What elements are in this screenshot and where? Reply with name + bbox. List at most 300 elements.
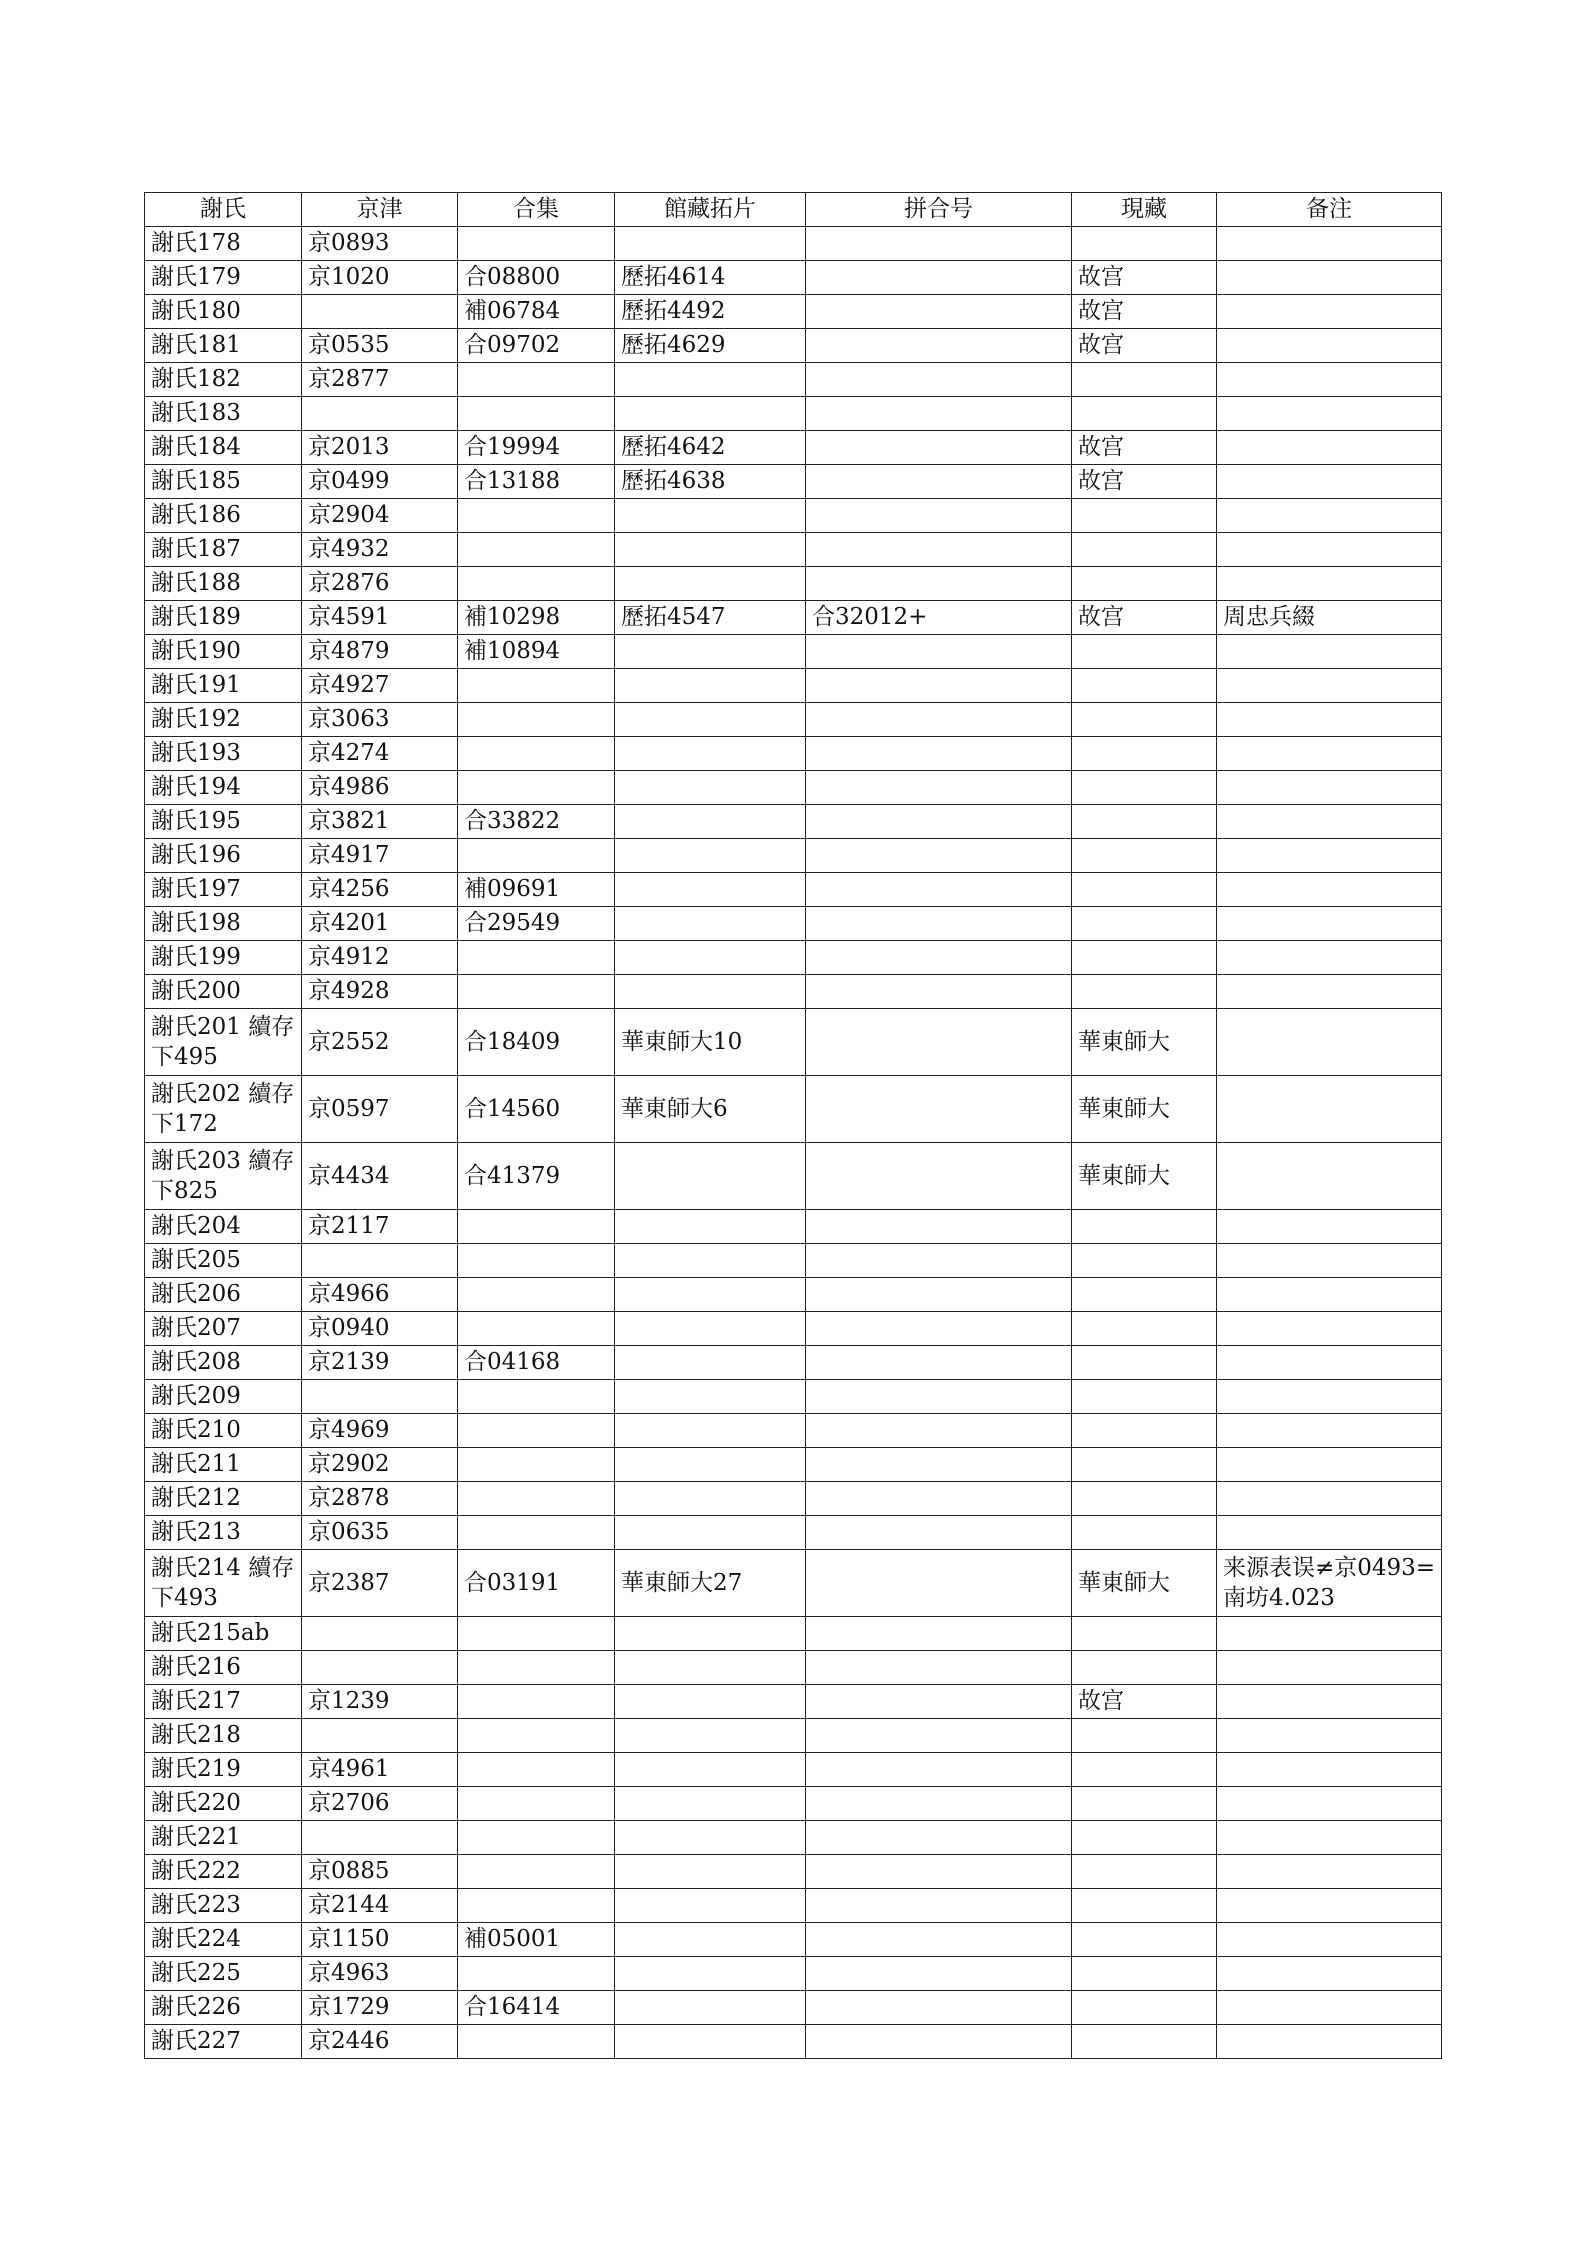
- table-row: [145, 1346, 1442, 1380]
- table-row: [145, 1312, 1442, 1346]
- table-cell: 謝氏209: [145, 1380, 302, 1414]
- table-cell: 故宫: [1072, 431, 1217, 465]
- table-cell: [302, 295, 458, 329]
- table-cell: 謝氏183: [145, 397, 302, 431]
- table-cell: 謝氏180: [145, 295, 302, 329]
- table-cell: [806, 1855, 1072, 1889]
- table-cell: 京1150: [302, 1923, 458, 1957]
- table-cell: [1072, 805, 1217, 839]
- table-cell: [1072, 1617, 1217, 1651]
- table-cell: 謝氏220: [145, 1787, 302, 1821]
- table-cell: [1217, 1550, 1442, 1617]
- table-cell: [1072, 1753, 1217, 1787]
- table-cell: [615, 227, 806, 261]
- table-cell: [458, 1448, 615, 1482]
- table-row: [145, 1009, 1442, 1076]
- table-cell: 歷拓4629: [615, 329, 806, 363]
- table-cell: [1072, 397, 1217, 431]
- table-cell: 京2876: [302, 567, 458, 601]
- table-cell: [806, 873, 1072, 907]
- table-cell: [1217, 533, 1442, 567]
- table-cell: 故宫: [1072, 261, 1217, 295]
- table-cell: [806, 1889, 1072, 1923]
- table-cell: [145, 1143, 302, 1210]
- column-header: 謝氏: [145, 193, 302, 227]
- table-cell: [806, 1957, 1072, 1991]
- table-cell: [1072, 1516, 1217, 1550]
- table-cell: [458, 1617, 615, 1651]
- table-cell: [458, 1651, 615, 1685]
- spreadsheet-page: [144, 192, 1441, 2059]
- table-cell: 華東師大6: [615, 1076, 806, 1143]
- table-cell: [806, 1312, 1072, 1346]
- table-cell: 謝氏182: [145, 363, 302, 397]
- table-row: [145, 1143, 1442, 1210]
- table-cell: [1072, 1346, 1217, 1380]
- table-cell: [1217, 1448, 1442, 1482]
- table-cell: [615, 533, 806, 567]
- table-cell: 謝氏190: [145, 635, 302, 669]
- table-cell: 謝氏212: [145, 1482, 302, 1516]
- table-cell: [1217, 1719, 1442, 1753]
- table-cell: 京2144: [302, 1889, 458, 1923]
- table-cell: [806, 1346, 1072, 1380]
- table-cell: [615, 873, 806, 907]
- table-cell: 歷拓4614: [615, 261, 806, 295]
- table-cell: 合41379: [458, 1143, 615, 1210]
- table-cell: 謝氏204: [145, 1210, 302, 1244]
- table-cell: 京2878: [302, 1482, 458, 1516]
- table-cell: [302, 1617, 458, 1651]
- table-cell: [302, 1719, 458, 1753]
- table-cell: [1217, 1855, 1442, 1889]
- table-cell: 京3063: [302, 703, 458, 737]
- table-cell: [615, 771, 806, 805]
- table-cell: [806, 839, 1072, 873]
- wrapped-cell-text: 来源表误≠京0493=南坊4.023: [1223, 1555, 1436, 1611]
- table-cell: [1072, 499, 1217, 533]
- table-cell: [615, 1787, 806, 1821]
- table-cell: [615, 1821, 806, 1855]
- table-cell: [615, 839, 806, 873]
- table-row: [145, 669, 1442, 703]
- table-cell: [302, 1821, 458, 1855]
- table-cell: 京3821: [302, 805, 458, 839]
- table-cell: 華東師大27: [615, 1550, 806, 1617]
- table-cell: 謝氏216: [145, 1651, 302, 1685]
- table-cell: 合29549: [458, 907, 615, 941]
- table-cell: [1217, 669, 1442, 703]
- table-cell: 謝氏179: [145, 261, 302, 295]
- table-cell: [458, 1312, 615, 1346]
- table-cell: [1217, 1143, 1442, 1210]
- table-cell: [806, 295, 1072, 329]
- table-cell: [1217, 1516, 1442, 1550]
- table-cell: [1217, 1244, 1442, 1278]
- table-row: [145, 1076, 1442, 1143]
- table-cell: [806, 771, 1072, 805]
- table-cell: [806, 1753, 1072, 1787]
- table-cell: [615, 1719, 806, 1753]
- table-cell: [806, 1244, 1072, 1278]
- table-cell: 合33822: [458, 805, 615, 839]
- table-cell: [806, 1787, 1072, 1821]
- table-cell: 謝氏211: [145, 1448, 302, 1482]
- table-cell: [458, 771, 615, 805]
- table-cell: 謝氏206: [145, 1278, 302, 1312]
- table-cell: [806, 533, 1072, 567]
- table-cell: [615, 363, 806, 397]
- table-cell: 京4879: [302, 635, 458, 669]
- table-row: [145, 771, 1442, 805]
- table-cell: [302, 1380, 458, 1414]
- table-cell: 謝氏205: [145, 1244, 302, 1278]
- table-cell: 京2552: [302, 1009, 458, 1076]
- table-row: [145, 295, 1442, 329]
- catalog-table: [144, 192, 1442, 2059]
- table-cell: [1072, 1448, 1217, 1482]
- table-cell: 謝氏222: [145, 1855, 302, 1889]
- table-cell: 謝氏210: [145, 1414, 302, 1448]
- table-cell: [615, 1482, 806, 1516]
- table-row: [145, 227, 1442, 261]
- table-cell: 京4917: [302, 839, 458, 873]
- table-cell: 京2877: [302, 363, 458, 397]
- table-cell: 合14560: [458, 1076, 615, 1143]
- table-cell: [1072, 1651, 1217, 1685]
- table-cell: 補05001: [458, 1923, 615, 1957]
- table-row: [145, 1685, 1442, 1719]
- table-cell: [615, 1516, 806, 1550]
- table-cell: [458, 1380, 615, 1414]
- table-cell: [806, 2025, 1072, 2059]
- table-row: [145, 1617, 1442, 1651]
- table-cell: [1217, 1991, 1442, 2025]
- table-cell: 京4963: [302, 1957, 458, 1991]
- table-cell: [1217, 1380, 1442, 1414]
- table-cell: [615, 1312, 806, 1346]
- table-cell: 謝氏181: [145, 329, 302, 363]
- table-cell: [1217, 1753, 1442, 1787]
- table-cell: [458, 1414, 615, 1448]
- table-cell: 謝氏219: [145, 1753, 302, 1787]
- table-cell: 京2139: [302, 1346, 458, 1380]
- wrapped-cell-text: 謝氏202 續存下172: [151, 1081, 295, 1137]
- table-cell: [458, 839, 615, 873]
- table-cell: [806, 465, 1072, 499]
- table-cell: [458, 1753, 615, 1787]
- table-cell: [1072, 363, 1217, 397]
- table-cell: [1217, 1278, 1442, 1312]
- table-cell: 謝氏208: [145, 1346, 302, 1380]
- table-cell: 合09702: [458, 329, 615, 363]
- table-cell: 合03191: [458, 1550, 615, 1617]
- table-cell: [1217, 771, 1442, 805]
- table-cell: [1217, 703, 1442, 737]
- table-cell: [1217, 329, 1442, 363]
- table-cell: 京0597: [302, 1076, 458, 1143]
- table-cell: [1217, 975, 1442, 1009]
- table-cell: 謝氏221: [145, 1821, 302, 1855]
- table-cell: [145, 1009, 302, 1076]
- table-row: [145, 1991, 1442, 2025]
- column-header: 拼合号: [806, 193, 1072, 227]
- table-cell: 京4961: [302, 1753, 458, 1787]
- table-row: [145, 499, 1442, 533]
- table-cell: [458, 703, 615, 737]
- table-cell: [1072, 2025, 1217, 2059]
- table-cell: 謝氏225: [145, 1957, 302, 1991]
- table-cell: [615, 1617, 806, 1651]
- table-row: [145, 533, 1442, 567]
- table-cell: 謝氏185: [145, 465, 302, 499]
- table-cell: 京4986: [302, 771, 458, 805]
- table-cell: [458, 941, 615, 975]
- table-row: [145, 1855, 1442, 1889]
- table-cell: 京2117: [302, 1210, 458, 1244]
- table-cell: [806, 567, 1072, 601]
- table-cell: [458, 1855, 615, 1889]
- table-row: [145, 363, 1442, 397]
- table-cell: [1217, 295, 1442, 329]
- table-cell: [806, 635, 1072, 669]
- table-row: [145, 1550, 1442, 1617]
- table-cell: 京4274: [302, 737, 458, 771]
- table-cell: [1072, 703, 1217, 737]
- table-row: [145, 805, 1442, 839]
- table-cell: [615, 703, 806, 737]
- table-row: [145, 465, 1442, 499]
- table-cell: [1217, 261, 1442, 295]
- table-cell: 京4927: [302, 669, 458, 703]
- table-cell: [1217, 635, 1442, 669]
- table-row: [145, 1482, 1442, 1516]
- table-row: [145, 1889, 1442, 1923]
- table-cell: [615, 2025, 806, 2059]
- table-cell: [1072, 1380, 1217, 1414]
- table-cell: [1217, 1346, 1442, 1380]
- table-cell: [806, 1821, 1072, 1855]
- table-cell: 謝氏207: [145, 1312, 302, 1346]
- table-cell: [806, 1991, 1072, 2025]
- table-row: [145, 1380, 1442, 1414]
- table-cell: [806, 1414, 1072, 1448]
- table-cell: 謝氏184: [145, 431, 302, 465]
- table-cell: [1072, 227, 1217, 261]
- table-cell: [806, 227, 1072, 261]
- table-cell: 謝氏215ab: [145, 1617, 302, 1651]
- table-cell: [1072, 771, 1217, 805]
- table-cell: [615, 1889, 806, 1923]
- table-cell: [1217, 1009, 1442, 1076]
- table-cell: [806, 329, 1072, 363]
- table-row: [145, 1210, 1442, 1244]
- table-cell: [1072, 941, 1217, 975]
- table-cell: [1072, 1414, 1217, 1448]
- table-row: [145, 1516, 1442, 1550]
- table-cell: 華東師大: [1072, 1076, 1217, 1143]
- table-cell: 謝氏191: [145, 669, 302, 703]
- table-cell: [1217, 431, 1442, 465]
- table-cell: [615, 669, 806, 703]
- table-row: [145, 261, 1442, 295]
- table-cell: 歷拓4642: [615, 431, 806, 465]
- table-row: [145, 2025, 1442, 2059]
- table-cell: [806, 907, 1072, 941]
- table-cell: 謝氏194: [145, 771, 302, 805]
- table-row: [145, 737, 1442, 771]
- table-cell: [615, 805, 806, 839]
- table-cell: 華東師大10: [615, 1009, 806, 1076]
- table-row: [145, 635, 1442, 669]
- table-cell: [806, 431, 1072, 465]
- table-cell: [1217, 1957, 1442, 1991]
- table-cell: [1217, 567, 1442, 601]
- table-cell: [1072, 1855, 1217, 1889]
- table-cell: [1217, 737, 1442, 771]
- table-cell: 故宫: [1072, 329, 1217, 363]
- table-cell: 謝氏193: [145, 737, 302, 771]
- table-row: [145, 941, 1442, 975]
- table-cell: [806, 1923, 1072, 1957]
- table-cell: [1217, 1651, 1442, 1685]
- table-row: [145, 907, 1442, 941]
- table-cell: 京0635: [302, 1516, 458, 1550]
- table-cell: [458, 227, 615, 261]
- table-cell: 華東師大: [1072, 1143, 1217, 1210]
- table-cell: 謝氏178: [145, 227, 302, 261]
- table-cell: [458, 363, 615, 397]
- table-cell: [615, 975, 806, 1009]
- table-cell: [806, 261, 1072, 295]
- table-row: [145, 839, 1442, 873]
- table-cell: [806, 1550, 1072, 1617]
- table-cell: [458, 1685, 615, 1719]
- table-cell: [1072, 1244, 1217, 1278]
- table-cell: [458, 533, 615, 567]
- table-cell: [458, 1278, 615, 1312]
- table-cell: 京0940: [302, 1312, 458, 1346]
- table-cell: 歷拓4547: [615, 601, 806, 635]
- table-cell: 華東師大: [1072, 1009, 1217, 1076]
- table-cell: [1217, 1787, 1442, 1821]
- table-cell: [1072, 1719, 1217, 1753]
- table-cell: [806, 1278, 1072, 1312]
- column-header: 合集: [458, 193, 615, 227]
- table-row: [145, 1787, 1442, 1821]
- table-cell: [302, 1244, 458, 1278]
- table-cell: [1072, 873, 1217, 907]
- table-cell: 京1729: [302, 1991, 458, 2025]
- table-cell: [1072, 1312, 1217, 1346]
- table-cell: [806, 1448, 1072, 1482]
- table-cell: [615, 1448, 806, 1482]
- table-cell: [615, 1855, 806, 1889]
- table-cell: [806, 397, 1072, 431]
- table-cell: [1217, 1482, 1442, 1516]
- table-cell: [1217, 941, 1442, 975]
- table-cell: 謝氏186: [145, 499, 302, 533]
- table-cell: [615, 1685, 806, 1719]
- wrapped-cell-text: 謝氏203 續存下825: [151, 1148, 295, 1204]
- table-cell: 謝氏200: [145, 975, 302, 1009]
- table-row: [145, 1719, 1442, 1753]
- table-row: [145, 703, 1442, 737]
- table-cell: 謝氏199: [145, 941, 302, 975]
- wrapped-cell-text: 謝氏214 續存下493: [151, 1555, 295, 1611]
- table-row: [145, 873, 1442, 907]
- table-cell: [1217, 499, 1442, 533]
- table-cell: [1072, 669, 1217, 703]
- table-row: [145, 1448, 1442, 1482]
- table-cell: [1217, 1414, 1442, 1448]
- table-cell: 故宫: [1072, 295, 1217, 329]
- table-cell: [145, 1076, 302, 1143]
- table-cell: 謝氏218: [145, 1719, 302, 1753]
- table-cell: [615, 1957, 806, 1991]
- table-cell: 謝氏196: [145, 839, 302, 873]
- table-cell: [806, 1651, 1072, 1685]
- table-cell: [1217, 805, 1442, 839]
- table-cell: 謝氏197: [145, 873, 302, 907]
- table-cell: [302, 1651, 458, 1685]
- table-cell: [1217, 1923, 1442, 1957]
- table-cell: 京4591: [302, 601, 458, 635]
- table-cell: [458, 1821, 615, 1855]
- table-cell: 補10298: [458, 601, 615, 635]
- table-row: [145, 601, 1442, 635]
- table-cell: 京4912: [302, 941, 458, 975]
- table-row: [145, 975, 1442, 1009]
- table-row: [145, 1414, 1442, 1448]
- table-cell: 京2446: [302, 2025, 458, 2059]
- table-cell: [1072, 1957, 1217, 1991]
- table-cell: [1217, 839, 1442, 873]
- table-cell: [458, 1957, 615, 1991]
- table-cell: [806, 1516, 1072, 1550]
- table-cell: [1217, 227, 1442, 261]
- table-cell: 京4932: [302, 533, 458, 567]
- table-cell: [615, 1244, 806, 1278]
- table-cell: [1072, 907, 1217, 941]
- table-cell: [1072, 1787, 1217, 1821]
- table-cell: [615, 1278, 806, 1312]
- table-cell: 謝氏227: [145, 2025, 302, 2059]
- table-row: [145, 567, 1442, 601]
- table-cell: [1072, 1278, 1217, 1312]
- table-cell: [1217, 363, 1442, 397]
- table-cell: [615, 1143, 806, 1210]
- table-row: [145, 1957, 1442, 1991]
- table-cell: 謝氏187: [145, 533, 302, 567]
- table-cell: [615, 737, 806, 771]
- table-cell: [806, 1210, 1072, 1244]
- table-cell: [458, 397, 615, 431]
- table-cell: 京2904: [302, 499, 458, 533]
- wrapped-cell-text: 謝氏201 續存下495: [151, 1014, 295, 1070]
- table-row: [145, 431, 1442, 465]
- table-cell: [806, 737, 1072, 771]
- table-cell: [1072, 1821, 1217, 1855]
- table-cell: 補09691: [458, 873, 615, 907]
- table-cell: 華東師大: [1072, 1550, 1217, 1617]
- table-cell: [458, 1210, 615, 1244]
- table-cell: [1217, 1685, 1442, 1719]
- table-row: [145, 1278, 1442, 1312]
- table-row: [145, 397, 1442, 431]
- table-cell: [1217, 1076, 1442, 1143]
- column-header: 現藏: [1072, 193, 1217, 227]
